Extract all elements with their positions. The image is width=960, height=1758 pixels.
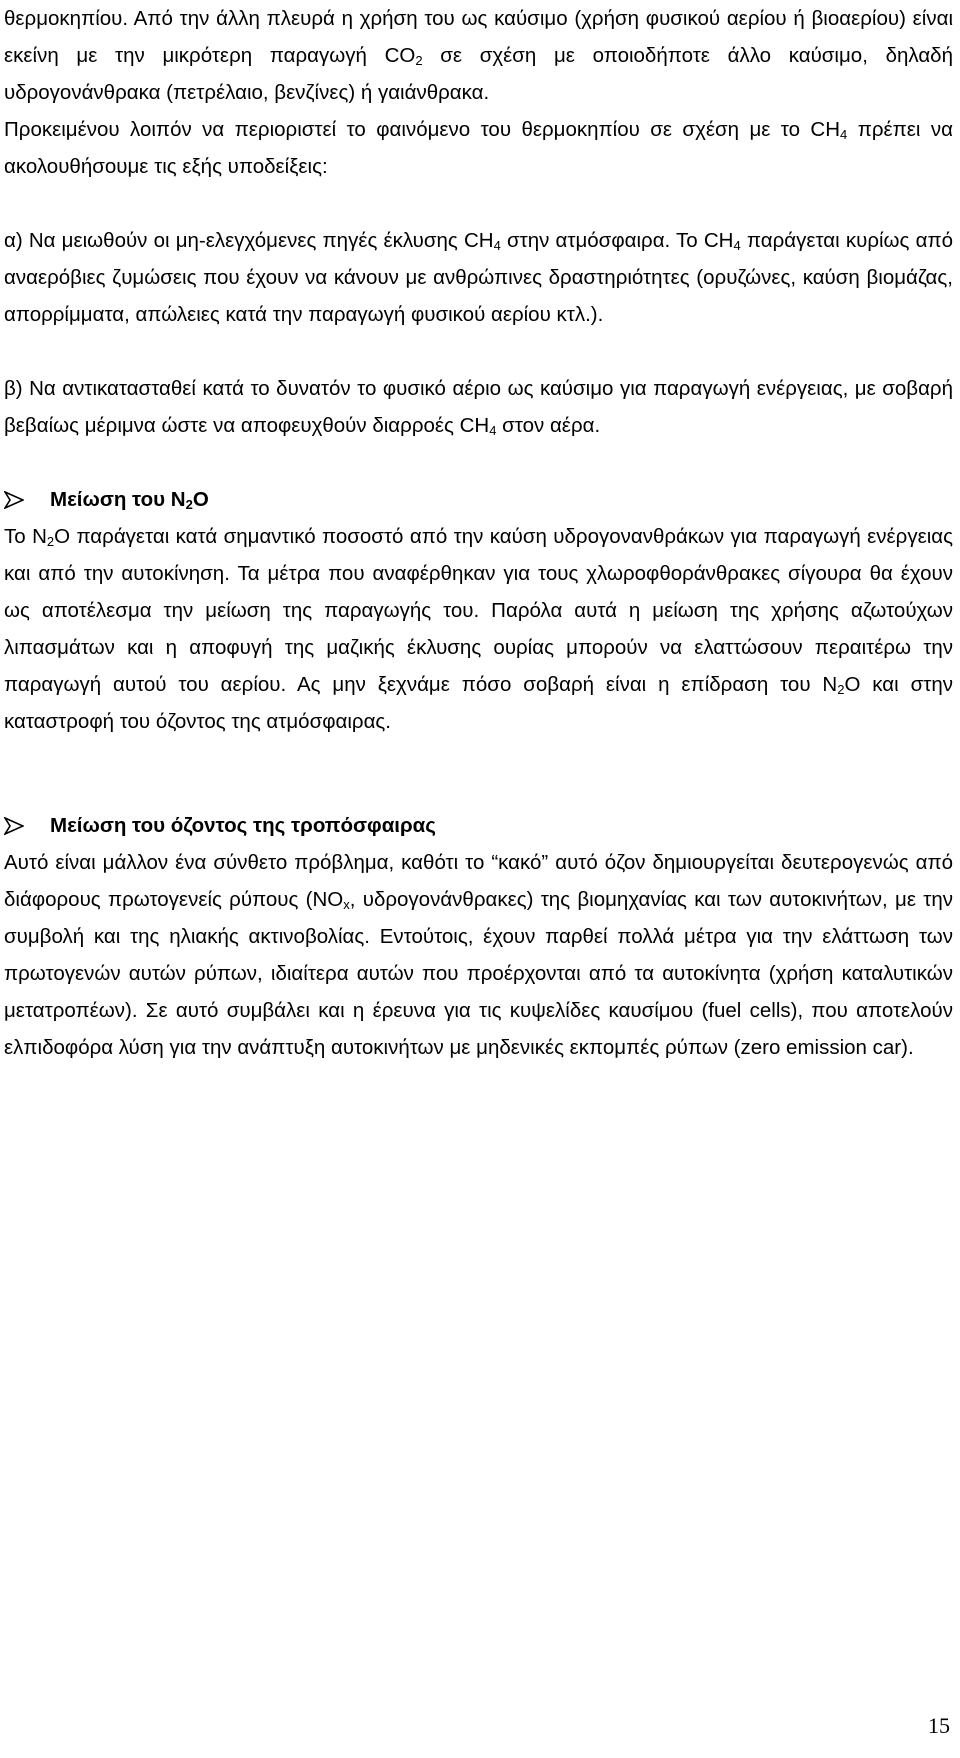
page-number: 15 xyxy=(928,1713,950,1738)
heading-text xyxy=(50,481,209,518)
spacer xyxy=(4,333,953,370)
heading-ozone xyxy=(4,807,953,844)
subscript: 2 xyxy=(415,53,423,68)
document-body xyxy=(4,0,953,1066)
text-run: α) Να μειωθούν οι μη-ελεγχόμενες πηγές έκλυσης CH xyxy=(4,229,494,252)
text-run: O και στην καταστροφή του όζοντος της ατμόσφαιρας. xyxy=(4,673,953,733)
text-run: , υδρογονάνθρακες) της βιομηχανίας και των αυτοκινήτων, με την συμβολή και της ηλιακής ακτινοβολίας. Εντούτοις, έχουν παρθεί πολλά μέτρα για την ελάττωση των πρωτογενών αυτών ρύπων, ιδιαίτερα αυτών που προέρχονται από τα αυτοκίνητα (χρήση καταλυτικών μετατροπέων). Σε αυτό συμβάλει και η έρευνα για τις κυψελίδες καυσίμου (fuel cells), που αποτελούν ελπιδοφόρα λύση για την ανάπτυξη αυτοκινήτων με μηδενικές εκπομπές ρύπων (zero emission car). xyxy=(4,888,953,1059)
subscript: 2 xyxy=(837,682,845,697)
spacer xyxy=(4,444,953,481)
arrowhead-bullet-icon xyxy=(4,817,50,835)
text-run: παράγεται κυρίως από αναερόβιες ζυμώσεις που έχουν να κάνουν με ανθρώπινες δραστηριότητες (ορυζώνες, καύση βιομάζας, απορρίμματα, απώλειες κατά την παραγωγή φυσικού αερίου κτλ.). xyxy=(4,229,953,326)
text-run: στον αέρα. xyxy=(496,414,601,437)
paragraph-point-a xyxy=(4,222,953,333)
paragraph-ozone xyxy=(4,844,953,1066)
text-run: Το N xyxy=(4,525,47,548)
paragraph-co2 xyxy=(4,0,953,111)
subscript: 2 xyxy=(185,497,193,512)
text-run: σε σχέση με οποιοδήποτε άλλο καύσιμο, δηλαδή υδρογονάνθρακα (πετρέλαιο, βενζίνες) ή γαιάνθρακα. xyxy=(4,44,953,104)
subscript: x xyxy=(343,897,350,912)
heading-text: Μείωση του όζοντος της τροπόσφαιρας xyxy=(50,814,436,837)
arrowhead-bullet-icon xyxy=(4,491,50,509)
paragraph-ch4-intro xyxy=(4,111,953,185)
text-run: θερμοκηπίου. Από την άλλη πλευρά η χρήση του ως καύσιμο (χρήση φυσικού αερίου ή βιοαερίου) είναι εκείνη με την μικρότερη παραγωγή CO xyxy=(4,7,953,67)
subscript: 4 xyxy=(733,238,741,253)
text-run: πρέπει να ακολουθήσουμε τις εξής υποδείξεις: xyxy=(4,118,953,178)
text-run: Μείωση του N xyxy=(50,488,186,511)
paragraph-n2o xyxy=(4,518,953,740)
text-run: Προκειμένου λοιπόν να περιοριστεί το φαινόμενο του θερμοκηπίου σε σχέση με το CH xyxy=(4,118,841,141)
spacer xyxy=(4,740,953,777)
subscript: 4 xyxy=(489,423,497,438)
text-run: O παράγεται κατά σημαντικό ποσοστό από την καύση υδρογονανθράκων για παραγωγή ενέργειας και από την αυτοκίνηση. Τα μέτρα που αναφέρθηκαν για τους χλωροφθοράνθρακες σίγουρα θα έχουν ως αποτέλεσμα την μείωση της παραγωγής του. Παρόλα αυτά η μείωση της χρήσης αζωτούχων λιπασμάτων και η αποφυγή της μαζικής έκλυσης ουρίας μπορούν να ελαττώσουν περαιτέρω την παραγωγή αυτού του αερίου. Ας μην ξεχνάμε πόσο σοβαρή είναι η επίδραση του N xyxy=(4,525,953,696)
paragraph-point-b xyxy=(4,370,953,444)
text-run: β) Να αντικατασταθεί κατά το δυνατόν το φυσικό αέριο ως καύσιμο για παραγωγή ενέργειας, με σοβαρή βεβαίως μέριμνα ώστε να αποφευχθούν διαρροές CH xyxy=(4,377,953,437)
spacer xyxy=(4,777,953,807)
heading-n2o xyxy=(4,481,953,518)
subscript: 4 xyxy=(493,238,501,253)
subscript: 4 xyxy=(840,127,848,142)
text-run: στην ατμόσφαιρα. Το CH xyxy=(500,229,734,252)
spacer xyxy=(4,185,953,222)
subscript: 2 xyxy=(46,534,55,549)
text-run: Αυτό είναι μάλλον ένα σύνθετο πρόβλημα, καθότι το “κακό” αυτό όζον δημιουργείται δευτερογενώς από διάφορους πρωτογενείς ρύπους (NO xyxy=(4,851,953,911)
text-run: O xyxy=(192,488,209,511)
